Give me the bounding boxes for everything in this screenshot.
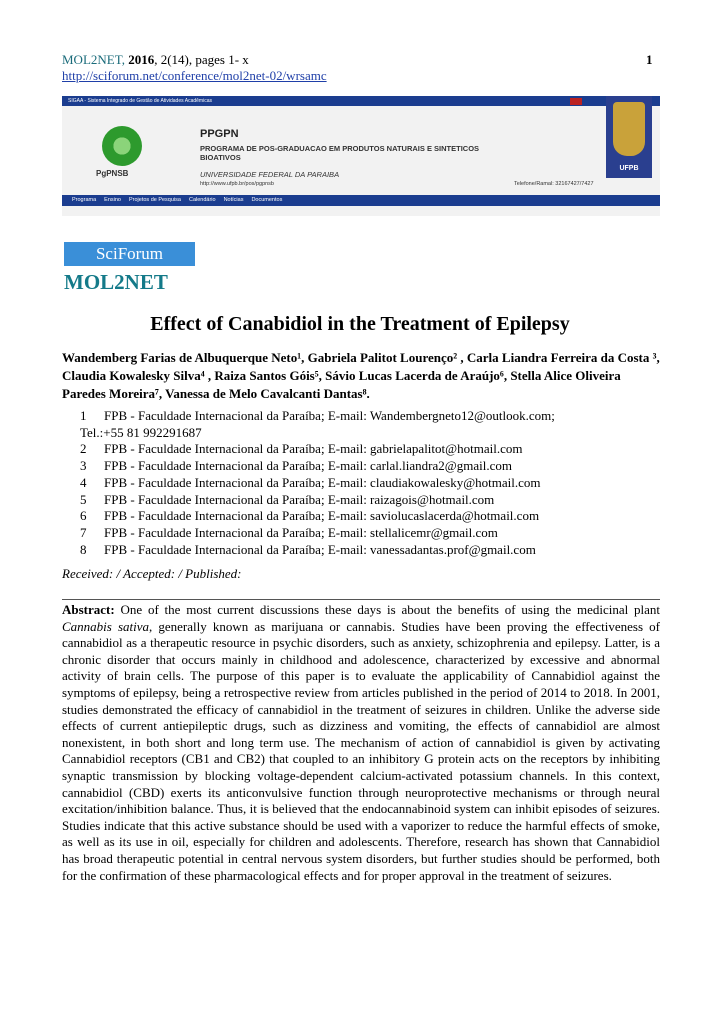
affiliation-item: 1 FPB - Faculdade Internacional da Paraíba; E-mail: Wandembergneto12@outlook.com; <box>80 408 555 423</box>
paper-title: Effect of Canabidiol in the Treatment of Epilepsy <box>150 313 570 335</box>
program-code: PPGPN <box>200 128 239 140</box>
university-name: UNIVERSIDADE FEDERAL DA PARAIBA <box>200 170 340 179</box>
journal-year: 2016 <box>128 52 155 67</box>
nav-item[interactable]: Ensino <box>104 197 121 203</box>
program-name-line1: PROGRAMA DE POS-GRADUACAO EM PRODUTOS NATURAIS E SINTETICOS <box>200 144 480 153</box>
nav-item[interactable]: Projetos de Pesquisa <box>128 197 181 203</box>
divider <box>62 599 660 600</box>
pgpnsb-logo-text: PgPNSB <box>96 169 129 178</box>
abstract-text: One of the most current discussions these days is about the benefits of using the medicinal plant <box>114 602 660 617</box>
banner-top-bar: SIGAA - Sistema Integrado de Gestão de Atividades Acadêmicas <box>62 96 660 106</box>
sciforum-badge: SciForum <box>64 242 195 266</box>
author-list: Wandemberg Farias de Albuquerque Neto¹, Gabriela Palitot Lourenço² , Carla Liandra Ferreira da Costa ³, Claudia Kowalesky Silva⁴ , Raiza Santos Góis⁵, Sávio Lucas Lacerda de Araújo⁶, Stella Alice Oliveira Paredes Moreira⁷, Vanessa de Melo Cavalcanti Dantas⁸. <box>62 350 660 401</box>
affiliation-item: 8 FPB - Faculdade Internacional da Paraíba; E-mail: vanessadantas.prof@gmail.com <box>80 541 536 557</box>
abstract-label: Abstract: <box>62 602 115 617</box>
nav-item[interactable]: Programa <box>72 197 97 203</box>
ufpb-label: UFPB <box>619 165 639 172</box>
affiliation-item: 6 FPB - Faculdade Internacional da Paraíba; E-mail: saviolucaslacerda@hotmail.com <box>80 508 540 524</box>
affiliation-item: 4 FPB - Faculdade Internacional da Paraíba; E-mail: claudiakowalesky@hotmail.com <box>80 474 541 490</box>
flag-icon <box>570 98 582 105</box>
affiliation-item: 7 FPB - Faculdade Internacional da Paraíba; E-mail: stellalicemr@gmail.com <box>80 524 498 540</box>
nav-item[interactable]: Documentos <box>251 197 283 203</box>
crest-icon <box>613 102 645 156</box>
affiliation-item: 5 FPB - Faculdade Internacional da Paraíba; E-mail: raizagois@hotmail.com <box>80 491 495 507</box>
affiliation-item: 2 FPB - Faculdade Internacional da Paraíba; E-mail: gabrielapalitot@hotmail.com <box>80 441 523 457</box>
program-name-line2: BIOATIVOS <box>200 153 241 162</box>
program-banner <box>62 96 660 216</box>
mol2net-heading: MOL2NET <box>64 270 168 294</box>
affiliation-item: 3 FPB - Faculdade Internacional da Paraíba; E-mail: carlal.liandra2@gmail.com <box>80 458 512 474</box>
page-number: 1 <box>646 52 653 67</box>
abstract <box>62 602 660 884</box>
nav-item[interactable]: Calendário <box>188 197 216 203</box>
affiliation-list <box>80 408 660 558</box>
program-website: http://www.ufpb.br/pos/pgpnsb <box>200 181 274 187</box>
received-dates: Received: / Accepted: / Published: <box>62 566 242 581</box>
affiliation-phone: Tel.:+55 81 992291687 <box>80 424 202 440</box>
pgpnsb-logo-icon <box>102 126 142 166</box>
ufpb-crest <box>606 96 652 178</box>
abstract-text: , generally known as marijuana or cannabis. Studies have been proving the effectiveness of cannabidiol as a therapeutic resource in psychic disorders, such as anxiety, schizophrenia and epilepsy. Latter, is a chronic disorder that occurs mainly in childhood and adolescence, characterized by excessive and abnormal activity of brain cells. The purpose of this paper is to evaluate the applicability of Cannabidiol against the symptoms of epilepsy, being a retrospective review from articles published in the period of 2014 to 2018. In 2001, studies demonstrated the efficacy of cannabidiol in the treatment of seizures in children. Unlike the adverse side effects of current antiepileptic drugs, such as dizziness and vomiting, the effects of cannabidiol are almost nonexistent, in both short and long term use. The mechanism of action of cannabidiol is given by activating Cannabidiol receptors (CB1 and CB2) that coupled to an inhibitory G protein acts on the receptors by inhibiting synaptic transmission by blocking voltage-dependent calcium-activated potassium channels. In this context, cannabidiol (CBD) exerts its anticonvulsive function through neuroprotective mechanisms or through neural excitation/inhibition balance. Thus, it is believed that the endocannabinoid system can inhibit episodes of seizures. Studies indicate that this active substance should be used with a vaporizer to reduce the harmful effects of smoke, as well as its use in oil, especially for children and adolescents. Therefore, research has shown that Cannabidiol has broad therapeutic potential in central nervous system disorders, but further studies should be performed, both for the confirmation of these pharmacological effects and for proper approval in the treatment of seizures. <box>62 618 660 883</box>
conference-link[interactable]: http://sciforum.net/conference/mol2net-02/wrsamc <box>62 68 327 83</box>
journal-name: MOL2NET <box>62 52 122 67</box>
banner-nav <box>62 195 660 206</box>
program-phone: Telefone/Ramal: 32167427/7427 <box>514 181 594 187</box>
nav-item[interactable]: Notícias <box>223 197 244 203</box>
running-header: MOL2NET, 2016, 2(14), pages 1- x http://sciforum.net/conference/mol2net-02/wrsamc <box>62 52 327 83</box>
abstract-italic: Cannabis sativa <box>62 618 150 634</box>
journal-volume: , 2(14), pages 1- x <box>154 52 249 67</box>
